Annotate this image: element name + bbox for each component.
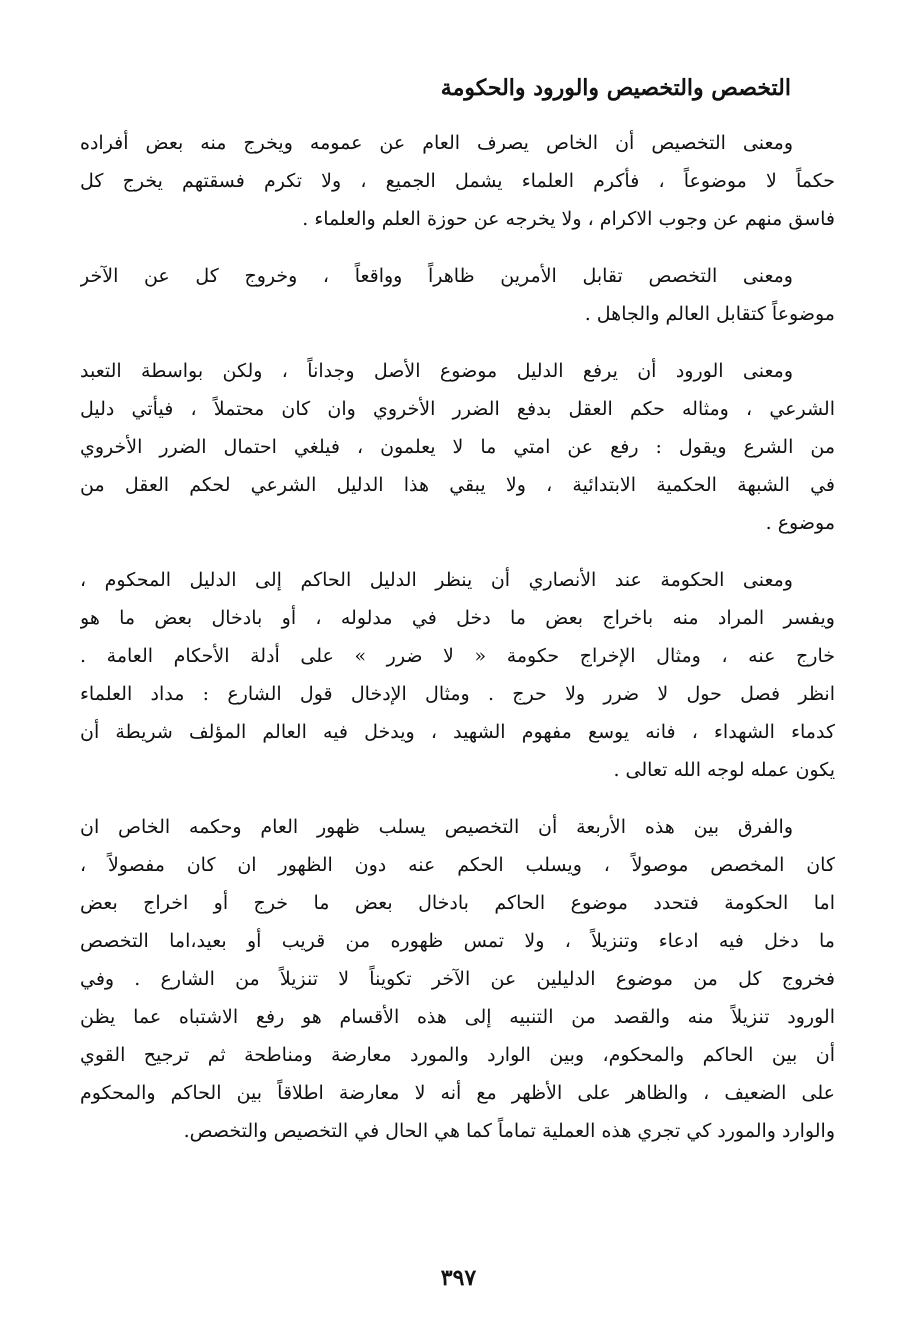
running-head: التخصص والتخصيص والورود والحكومة — [440, 75, 791, 101]
text-line: ومعنى الورود أن يرفع الدليل موضوع الأصل وجداناً ، ولكن بواسطة التعبد — [80, 360, 793, 382]
text-line: كان المخصص موصولاً ، ويسلب الحكم عنه دون الظهور ان كان مفصولاً ، — [80, 854, 835, 876]
paragraph-takhassus — [80, 257, 835, 333]
text-line: الشرعي ، ومثاله حكم العقل بدفع الضرر الأخروي وان كان محتملاً ، فيأتي دليل — [80, 398, 835, 420]
text-line: انظر فصل حول لا ضرر ولا حرج . ومثال الإدخال قول الشارع : مداد العلماء — [80, 683, 835, 705]
body-text — [80, 124, 835, 1169]
paragraph-wurud — [80, 352, 835, 542]
text-line: ما دخل فيه ادعاء وتنزيلاً ، ولا تمس ظهوره من قريب أو بعيد،اما التخصص — [80, 930, 835, 952]
text-line: فاسق منهم عن وجوب الاكرام ، ولا يخرجه عن حوزة العلم والعلماء . — [302, 208, 835, 230]
paragraph-farq — [80, 808, 835, 1150]
text-line: الورود تنزيلاً منه والقصد من التنبيه إلى هذه الأقسام هو رفع الاشتباه عما يظن — [80, 1006, 835, 1028]
text-line: موضوعاً كتقابل العالم والجاهل . — [584, 303, 835, 325]
text-line: كدماء الشهداء ، فانه يوسع مفهوم الشهيد ، ويدخل فيه العالم المؤلف شريطة أن — [80, 721, 835, 743]
text-line: في الشبهة الحكمية الابتدائية ، ولا يبقي هذا الدليل الشرعي لحكم العقل من — [80, 474, 835, 496]
text-line: ومعنى التخصيص أن الخاص يصرف العام عن عمومه ويخرج منه بعض أفراده — [80, 132, 793, 154]
text-line: اما الحكومة فتحدد موضوع الحاكم بادخال بعض ما خرج أو اخراج بعض — [80, 892, 835, 914]
text-line: خارج عنه ، ومثال الإخراج حكومة « لا ضرر » على أدلة الأحكام العامة . — [80, 645, 835, 667]
text-line: موضوع . — [765, 512, 835, 534]
text-line: حكماً لا موضوعاً ، فأكرم العلماء يشمل الجميع ، ولا تكرم فسقتهم يخرج كل — [80, 170, 835, 192]
text-line: ومعنى التخصص تقابل الأمرين ظاهراً وواقعاً ، وخروج كل عن الآخر — [80, 265, 793, 287]
text-line: فخروج كل من موضوع الدليلين عن الآخر تكويناً لا تنزيلاً من الشارع . وفي — [80, 968, 835, 990]
text-line: والوارد والمورد كي تجري هذه العملية تماماً كما هي الحال في التخصيص والتخصص. — [183, 1120, 835, 1142]
text-line: على الضعيف ، والظاهر على الأظهر مع أنه لا معارضة اطلاقاً بين الحاكم والمحكوم — [80, 1082, 835, 1104]
paragraph-takhsis — [80, 124, 835, 238]
text-line: ومعنى الحكومة عند الأنصاري أن ينظر الدليل الحاكم إلى الدليل المحكوم ، — [80, 569, 793, 591]
page-number: ٣٩٧ — [440, 1265, 477, 1291]
text-line: أن بين الحاكم والمحكوم، وبين الوارد والمورد معارضة ومناطحة ثم ترجيح القوي — [80, 1044, 835, 1066]
text-line: ويفسر المراد منه باخراج بعض ما دخل في مدلوله ، أو بادخال بعض ما هو — [80, 607, 835, 629]
text-line: من الشرع ويقول : رفع عن امتي ما لا يعلمون ، فيلغي احتمال الضرر الأخروي — [80, 436, 835, 458]
text-line: يكون عمله لوجه الله تعالى . — [613, 759, 835, 781]
paragraph-hukuma — [80, 561, 835, 789]
text-line: والفرق بين هذه الأربعة أن التخصيص يسلب ظهور العام وحكمه الخاص ان — [80, 816, 793, 838]
